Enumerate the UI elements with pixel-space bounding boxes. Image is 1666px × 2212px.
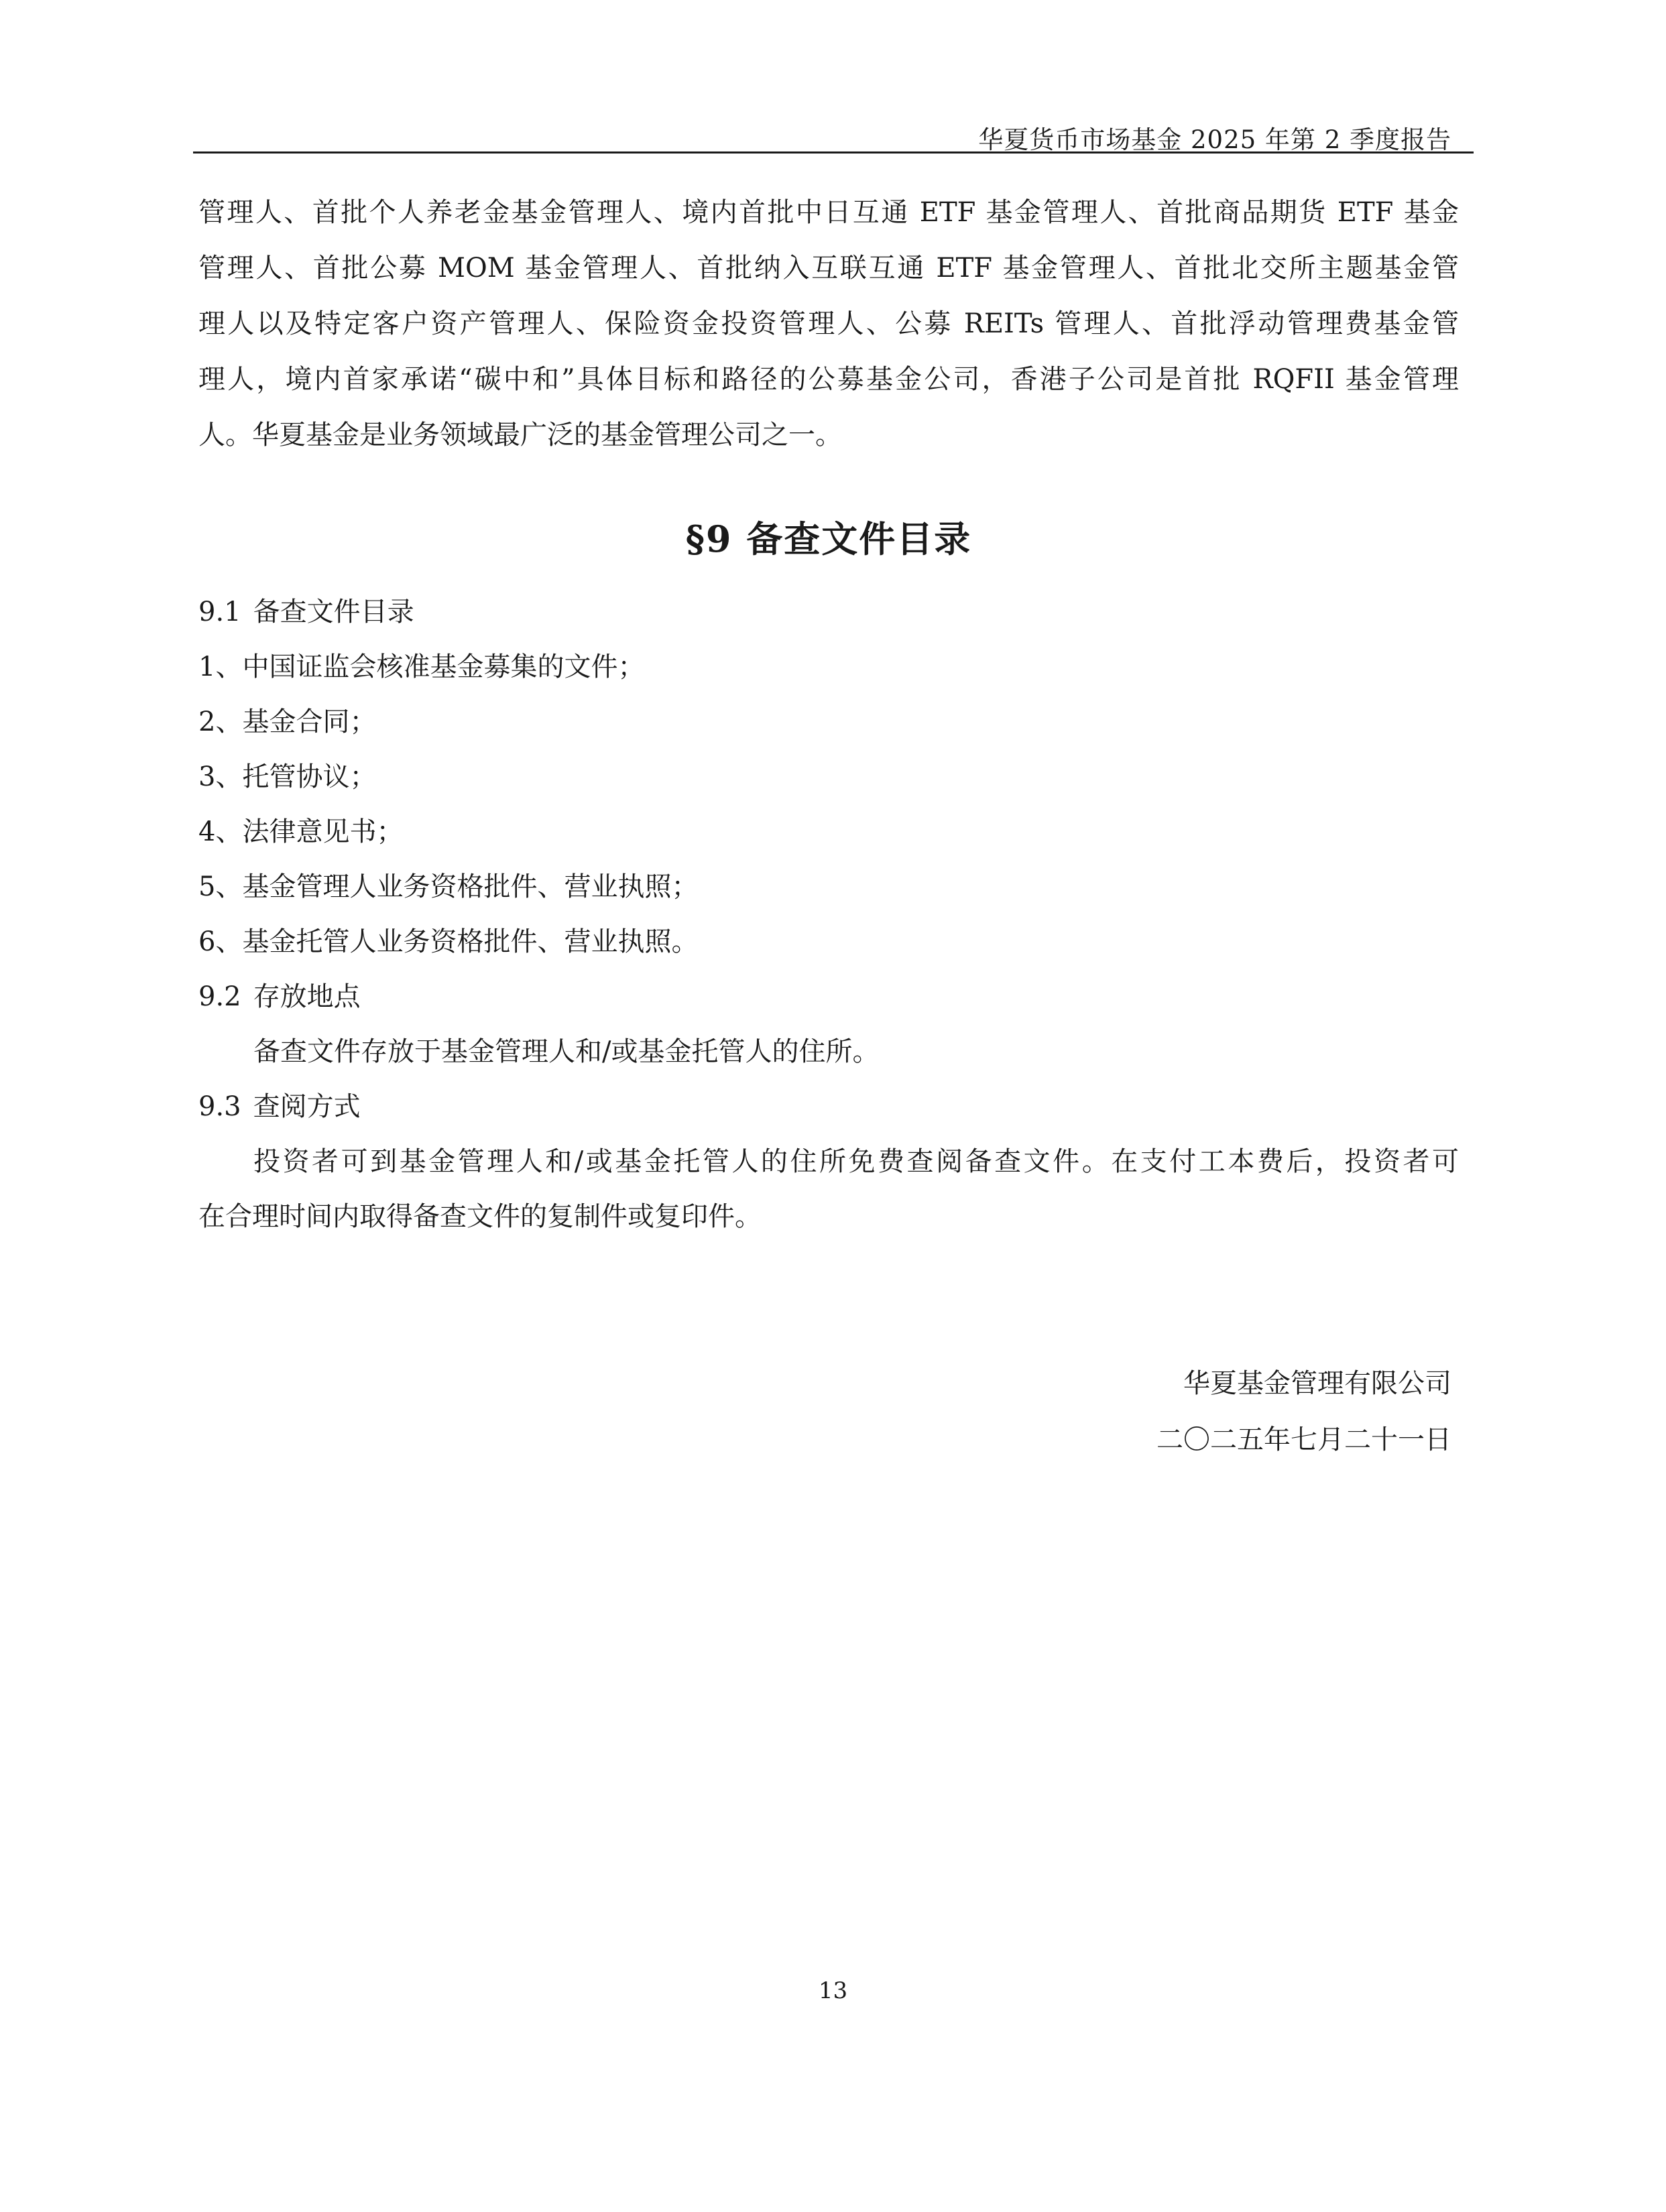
intro-paragraph [198, 185, 1459, 463]
document-list-item: 6、基金托管人业务资格批件、营业执照。 [198, 926, 699, 957]
intro-line: 管理人、首批个人养老金基金管理人、境内首批中日互通 ETF 基金管理人、首批商品期货 ETF 基金 [198, 197, 1459, 228]
subsection-number: 9.2 [198, 981, 241, 1012]
subsection-title: 备查文件目录 [253, 597, 414, 627]
storage-location-text: 备查文件存放于基金管理人和/或基金托管人的住所。 [253, 1036, 880, 1067]
page-number: 13 [818, 1977, 848, 2004]
intro-line: 管理人、首批公募 MOM 基金管理人、首批纳入互联互通 ETF 基金管理人、首批北交所主题基金管 [198, 253, 1459, 284]
subsection-number: 9.1 [198, 597, 241, 627]
subsection-heading-9-1 [198, 585, 1459, 639]
intro-line: 理人，境内首家承诺“碳中和”具体目标和路径的公募基金公司，香港子公司是首批 RQFII 基金管理 [198, 364, 1459, 395]
document-list-item: 1、中国证监会核准基金募集的文件； [198, 652, 645, 682]
section-title: §9 备查文件目录 [685, 517, 972, 560]
subsection-heading-9-3 [198, 1079, 1459, 1134]
signature-company: 华夏基金管理有限公司 [1183, 1368, 1451, 1399]
access-method-text: 在合理时间内取得备查文件的复制件或复印件。 [198, 1201, 762, 1232]
signature-date: 二〇二五年七月二十一日 [1156, 1424, 1451, 1455]
access-method-text: 投资者可到基金管理人和/或基金托管人的住所免费查阅备查文件。在支付工本费后，投资者可 [253, 1146, 1459, 1177]
running-header: 华夏货币市场基金 2025 年第 2 季度报告 [978, 125, 1451, 154]
intro-line: 理人以及特定客户资产管理人、保险资金投资管理人、公募 REITs 管理人、首批浮动管理费基金管 [198, 308, 1459, 339]
document-list-item: 3、托管协议； [198, 761, 377, 792]
document-list-item: 4、法律意见书； [198, 816, 404, 847]
document-list-item: 5、基金管理人业务资格批件、营业执照； [198, 871, 699, 902]
subsection-title: 存放地点 [253, 981, 361, 1012]
document-list-item: 2、基金合同； [198, 706, 377, 737]
intro-line: 人。华夏基金是业务领域最广泛的基金管理公司之一。 [198, 420, 842, 450]
section-content [198, 585, 1459, 1244]
subsection-title: 查阅方式 [253, 1091, 361, 1122]
signature-block [1156, 1355, 1451, 1468]
header-divider [193, 151, 1474, 153]
subsection-heading-9-2 [198, 969, 1459, 1024]
subsection-number: 9.3 [198, 1091, 241, 1122]
